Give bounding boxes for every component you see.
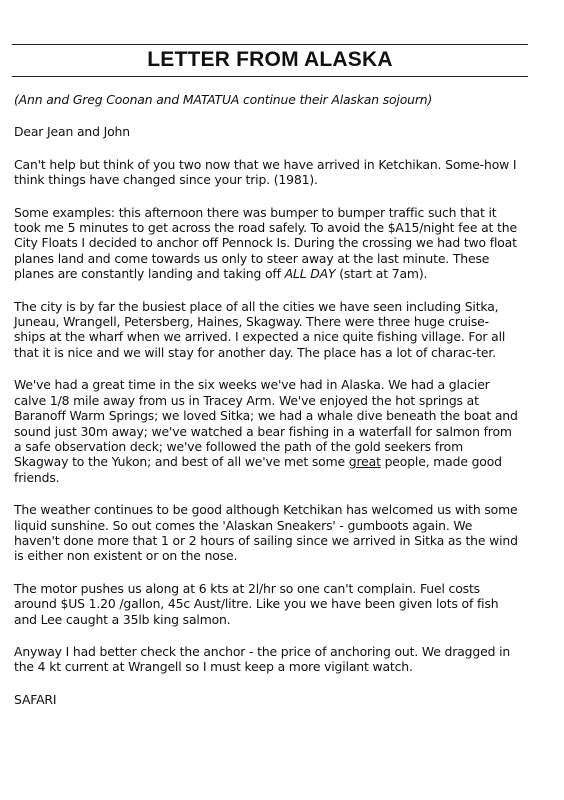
page-title: LETTER FROM ALASKA xyxy=(147,48,393,71)
intro-note: (Ann and Greg Coonan and MATATUA continue their Alaskan sojourn) xyxy=(14,92,433,107)
title-rule-bottom xyxy=(12,76,528,77)
paragraph-2-emphasis: ALL DAY xyxy=(284,266,336,282)
title-rule-top xyxy=(12,44,528,45)
salutation: Dear Jean and John xyxy=(14,124,130,140)
paragraph-2-text-end: (start at 7am). xyxy=(335,266,428,282)
paragraph-2-text: Some examples: this afternoon there was bumper to bumper traffic such that it took me 5 minutes to get across the road safely. To avoid the $A15/night fee at the City Floats I decided to anchor off Pennock Is. During the crossing we had two float planes land and come towards us only to steer away at the last minute. These planes are constantly landing and taking off xyxy=(14,204,517,282)
paragraph-4-text-end: people, made good friends. xyxy=(14,454,502,485)
paragraph-2 xyxy=(14,205,520,282)
signature: SAFARI xyxy=(14,691,57,707)
paragraph-4-text: We've had a great time in the six weeks we've had in Alaska. We had a glacier calve 1/8 mile away from us in Tracey Arm. We've enjoyed the hot springs at Baranoff Warm Springs; we loved Sitka; we had a whale dive beneath the boat and sound just 30m away; we've watched a bear fishing in a waterfall for salmon from a safe observation deck; we've followed the path of the gold seekers from Skagway to the Yukon; and best of all we've met some xyxy=(14,377,518,470)
paragraph-4-underline: great xyxy=(348,454,381,470)
letter-body xyxy=(14,92,520,724)
paragraph-3: The city is by far the busiest place of all the cities we have seen including Sitka, Juneau, Wrangell, Petersberg, Haines, Skagway. There were three huge cruise-ships at the wharf when we arrived. I expected a nice quite fishing village. For all that it is nice and we will stay for another day. The place has a lot of charac-ter. xyxy=(14,298,506,360)
paragraph-6: The motor pushes us along at 6 kts at 2l/hr so one can't complain. Fuel costs around $US 1.20 /gallon, 45c Aust/litre. Like you we have been given lots of fish and Lee caught a 35lb king salmon. xyxy=(14,580,499,627)
paragraph-7: Anyway I had better check the anchor - the price of anchoring out. We dragged in the 4 kt current at Wrangell so I must keep a more vigilant watch. xyxy=(14,643,511,675)
paragraph-1: Can't help but think of you two now that we have arrived in Ketchikan. Some-how I think things have changed since your trip. (1981). xyxy=(14,156,517,188)
paragraph-5: The weather continues to be good although Ketchikan has welcomed us with some liquid sunshine. So out comes the 'Alaskan Sneakers' - gumboots again. We haven't done more that 1 or 2 hours of sailing since we arrived in Sitka as the wind is either non existent or on the nose. xyxy=(14,502,518,564)
paragraph-4 xyxy=(14,377,520,485)
